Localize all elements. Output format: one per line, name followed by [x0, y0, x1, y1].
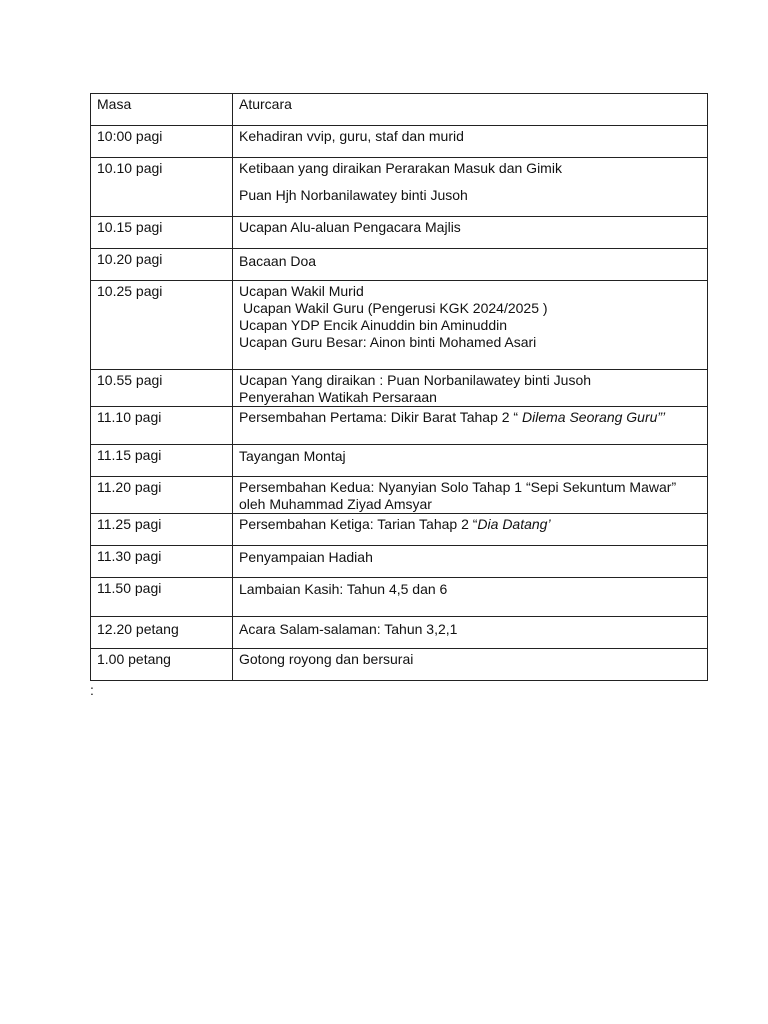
table-row [91, 578, 708, 617]
program-cell: Penyampaian Hadiah [233, 546, 708, 578]
time-cell: 10.20 pagi [91, 249, 233, 281]
table-row [91, 477, 708, 514]
table-row [91, 649, 708, 681]
program-prefix: Persembahan Ketiga: Tarian Tahap 2 “ [239, 516, 478, 532]
program-cell: Ucapan Alu-aluan Pengacara Majlis [233, 217, 708, 249]
time-cell: 11.20 pagi [91, 477, 233, 514]
program-cell: Ucapan Wakil Murid Ucapan Wakil Guru (Pengerusi KGK 2024/2025 ) Ucapan YDP Encik Ainuddin bin Aminuddin Ucapan Guru Besar: Ainon binti Mohamed Asari [233, 281, 708, 370]
program-cell: Gotong royong dan bersurai [233, 649, 708, 681]
time-cell: 10.25 pagi [91, 281, 233, 370]
table-row [91, 370, 708, 407]
program-cell: Kehadiran vvip, guru, staf dan murid [233, 126, 708, 158]
table-row [91, 249, 708, 281]
time-cell: 11.10 pagi [91, 407, 233, 445]
program-title: Dilema Seorang Guru”’ [522, 409, 666, 425]
time-cell: 11.30 pagi [91, 546, 233, 578]
table-row [91, 281, 708, 370]
program-cell [233, 514, 708, 546]
time-cell: 11.15 pagi [91, 445, 233, 477]
program-prefix: Persembahan Pertama: Dikir Barat Tahap 2 “ [239, 409, 522, 425]
time-cell: 11.50 pagi [91, 578, 233, 617]
table-row [91, 126, 708, 158]
time-cell: 11.25 pagi [91, 514, 233, 546]
program-title: Dia Datang’ [477, 516, 551, 532]
schedule-table [90, 93, 708, 681]
table-header-row [91, 94, 708, 126]
program-cell: Persembahan Kedua: Nyanyian Solo Tahap 1 “Sepi Sekuntum Mawar” oleh Muhammad Ziyad Amsyar [233, 477, 708, 514]
table-row [91, 445, 708, 477]
table-row [91, 514, 708, 546]
table-row [91, 546, 708, 578]
header-masa: Masa [91, 94, 233, 126]
time-cell: 1.00 petang [91, 649, 233, 681]
program-cell: Ucapan Yang diraikan : Puan Norbanilawatey binti Jusoh Penyerahan Watikah Persaraan [233, 370, 708, 407]
program-cell: Tayangan Montaj [233, 445, 708, 477]
time-cell: 10.10 pagi [91, 158, 233, 217]
program-cell: Acara Salam-salaman: Tahun 3,2,1 [233, 617, 708, 649]
program-cell [233, 407, 708, 445]
table-row [91, 407, 708, 445]
table-row [91, 217, 708, 249]
time-cell: 10.15 pagi [91, 217, 233, 249]
header-aturcara: Aturcara [233, 94, 708, 126]
program-cell: Ketibaan yang diraikan Perarakan Masuk dan Gimik Puan Hjh Norbanilawatey binti Jusoh [233, 158, 708, 217]
program-cell: Bacaan Doa [233, 249, 708, 281]
table-row [91, 617, 708, 649]
trailing-colon: : [90, 682, 94, 698]
table-row [91, 158, 708, 217]
time-cell: 10.55 pagi [91, 370, 233, 407]
time-cell: 12.20 petang [91, 617, 233, 649]
time-cell: 10:00 pagi [91, 126, 233, 158]
program-cell: Lambaian Kasih: Tahun 4,5 dan 6 [233, 578, 708, 617]
